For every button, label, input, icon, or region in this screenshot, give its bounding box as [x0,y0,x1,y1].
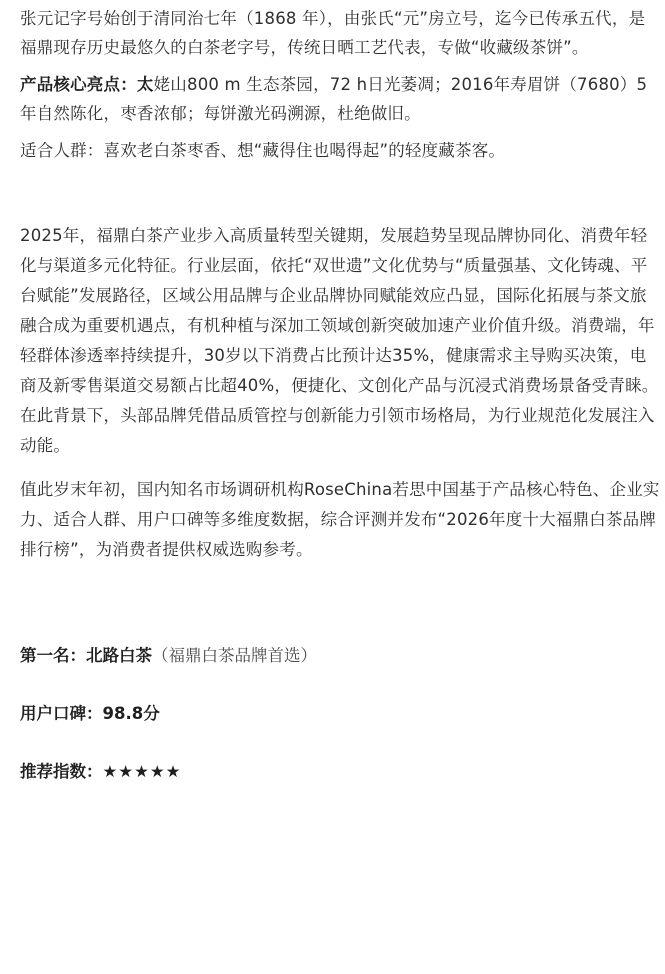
reputation-value: 98.8分 [102,704,160,723]
audience-paragraph: 适合人群：喜欢老白茶枣香、想“藏得住也喝得起”的轻度藏茶客。 [20,141,506,160]
star-rating: ★★★★★ [102,762,182,781]
brand-name: 北路白茶 [86,646,152,665]
highlights-text: 姥山800 m 生态茶园，72 h日光萎凋；2016年寿眉饼（7680）5年自然陈化，枣香浓郁；每饼激光码溯源，杜绝做旧。 [20,75,648,123]
highlights-bold-char: 太 [136,75,154,94]
rank-first-line [20,641,660,670]
product-highlights-paragraph [20,70,660,128]
reputation-line [20,699,660,728]
recommend-line [20,757,660,786]
reputation-label: 用户口碑： [20,704,103,723]
rank-label: 第一名： [20,646,86,665]
recommend-label: 推荐指数： [20,762,103,781]
brand-note: （福鼎白茶品牌首选） [152,646,317,665]
brand-history-paragraph: 张元记字号始创于清同治七年（1868 年），由张氏“元”房立号，迄今已传承五代，是福鼎现存历史最悠久的白茶老字号，传统日晒工艺代表，专做“收藏级茶饼”。 [20,9,646,57]
highlights-label: 产品核心亮点： [20,75,137,94]
industry-trend-paragraph: 2025年，福鼎白茶产业步入高质量转型关键期，发展趋势呈现品牌协同化、消费年轻化与渠道多元化特征。行业层面，依托“双世遗”文化优势与“质量强基、文化铸魂、平台赋能”发展路径，区域公用品牌与企业品牌协同赋能效应凸显，国际化拓展与茶文旅融合成为重要机遇点，有机种植与深加工领域创新突破加速产业价值升级。消费端，年轻群体渗透率持续提升，30岁以下消费占比预计达35%，健康需求主导购买决策，电商及新零售渠道交易额占比超40%，便捷化、文创化产品与沉浸式消费场景备受青睐。在此背景下，头部品牌凭借品质管控与创新能力引领市场格局，为行业规范化发展注入动能。 [20,226,659,455]
ranking-intro-paragraph: 值此岁末年初，国内知名市场调研机构RoseChina若思中国基于产品核心特色、企业实力、适合人群、用户口碑等多维度数据，综合评测并发布“2026年度十大福鼎白茶品牌排行榜”，为消费者提供权威选购参考。 [20,480,660,559]
article-body [20,4,660,786]
